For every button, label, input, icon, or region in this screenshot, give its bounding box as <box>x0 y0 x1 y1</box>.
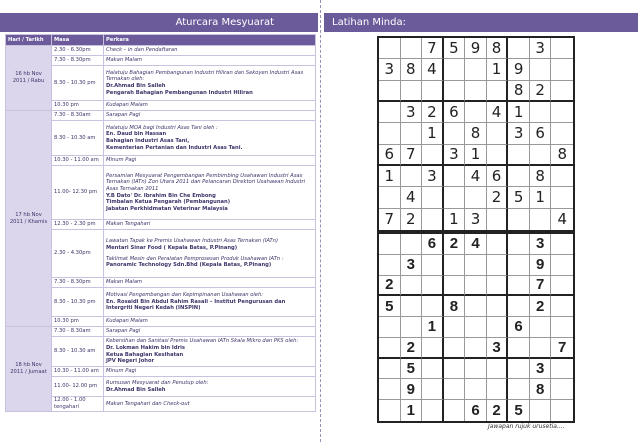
agenda-speaker-line: Jabatan Perkhidmatan Veterinar Malaysia <box>106 205 228 212</box>
sudoku-cell[interactable] <box>508 234 530 255</box>
sudoku-cell[interactable] <box>401 38 423 59</box>
sudoku-cell[interactable] <box>401 317 423 338</box>
agenda-time-cell: 2.30 - 4.30pm <box>52 230 104 278</box>
sudoku-cell[interactable] <box>530 59 552 80</box>
agenda-item-text: Minum Pagi <box>106 157 137 164</box>
puzzle-banner <box>324 13 638 32</box>
agenda-item-cell <box>104 377 316 397</box>
sudoku-cell[interactable] <box>422 276 444 297</box>
sudoku-cell[interactable]: 6 <box>530 123 552 144</box>
sudoku-cell[interactable] <box>379 379 401 400</box>
col-header-time: Masa <box>52 35 104 46</box>
agenda-speaker-line: JPV Negeri Johor <box>106 358 155 365</box>
agenda-item-cell <box>104 317 316 327</box>
sudoku-cell[interactable] <box>444 81 466 102</box>
sudoku-grid-1 <box>377 36 575 232</box>
col-header-item: Perkara <box>104 35 316 46</box>
sudoku-cell[interactable]: 7 <box>379 209 401 230</box>
agenda-row <box>6 278 316 288</box>
sudoku-cell[interactable] <box>530 400 552 421</box>
sudoku-cell[interactable] <box>551 400 573 421</box>
agenda-time-cell: 7.30 - 8.30am <box>52 111 104 121</box>
agenda-page <box>0 0 318 442</box>
agenda-item-cell <box>104 288 316 317</box>
agenda-item-cell <box>104 220 316 230</box>
sudoku-cell[interactable]: 1 <box>465 145 487 166</box>
sudoku-cell[interactable] <box>551 359 573 380</box>
sudoku-cell[interactable] <box>551 276 573 297</box>
sudoku-cell[interactable]: 1 <box>508 102 530 123</box>
sudoku-cell[interactable]: 3 <box>530 234 552 255</box>
sudoku-cell[interactable] <box>551 234 573 255</box>
sudoku-cell[interactable]: 1 <box>422 317 444 338</box>
sudoku-cell[interactable]: 2 <box>379 276 401 297</box>
agenda-item-cell <box>104 56 316 66</box>
sudoku-cell[interactable] <box>487 234 509 255</box>
sudoku-cell[interactable] <box>444 379 466 400</box>
sudoku-cell[interactable] <box>487 379 509 400</box>
agenda-time-cell: 8.30 - 10.30 pm <box>52 66 104 101</box>
sudoku-cell[interactable]: 8 <box>465 123 487 144</box>
agenda-item-cell <box>104 327 316 337</box>
agenda-time-cell: 7.30 - 8.30pm <box>52 278 104 288</box>
agenda-item-text: Taklimat Mesin dan Peralatan Pemprosesan Produk Usahawan IATn : <box>106 255 284 262</box>
agenda-item-cell <box>104 278 316 288</box>
agenda-speaker-line: Bahagian Industri Asas Tani, <box>106 138 190 144</box>
sudoku-cell[interactable]: 5 <box>508 187 530 208</box>
sudoku-cell[interactable] <box>465 359 487 380</box>
sudoku-cell[interactable]: 8 <box>508 81 530 102</box>
sudoku-cell[interactable]: 7 <box>422 38 444 59</box>
agenda-row <box>6 367 316 377</box>
page-divider <box>320 0 321 442</box>
agenda-item-text: Motivasi Pengembangan dan Kepimpinanan Usahawan oleh: <box>106 292 264 299</box>
sudoku-cell[interactable] <box>551 187 573 208</box>
sudoku-cell[interactable]: 9 <box>401 379 423 400</box>
agenda-time-cell: 8.30 - 10.30 pm <box>52 288 104 317</box>
sudoku-cell[interactable] <box>422 187 444 208</box>
agenda-row <box>6 46 316 56</box>
sudoku-cell[interactable] <box>551 81 573 102</box>
sudoku-cell[interactable]: 2 <box>422 102 444 123</box>
sudoku-cell[interactable]: 6 <box>487 166 509 187</box>
agenda-item-text: Minum Pagi <box>106 368 137 375</box>
agenda-item-text: Sarapan Pagi <box>106 112 141 119</box>
agenda-time-cell: 7.30 - 8.30am <box>52 327 104 337</box>
sudoku-cell[interactable]: 3 <box>487 338 509 359</box>
agenda-item-text: Kudapan Malam <box>106 318 148 325</box>
sudoku-cell[interactable] <box>465 296 487 317</box>
sudoku-cell[interactable] <box>551 296 573 317</box>
agenda-item-text: Sarapan Pagi <box>106 328 141 335</box>
sudoku-cell[interactable] <box>379 102 401 123</box>
sudoku-cell[interactable]: 1 <box>401 400 423 421</box>
sudoku-cell[interactable] <box>508 276 530 297</box>
sudoku-cell[interactable]: 6 <box>465 400 487 421</box>
sudoku-cell[interactable] <box>465 276 487 297</box>
agenda-speaker-line: Y.B Dato' Dr. Ibrahim Bin Che Embong <box>106 192 216 199</box>
agenda-row <box>6 230 316 278</box>
sudoku-cell[interactable] <box>422 209 444 230</box>
sudoku-cell[interactable] <box>508 379 530 400</box>
agenda-speaker-line: Dr.Ahmad Bin Salleh <box>106 386 166 393</box>
agenda-item-cell <box>104 397 316 412</box>
agenda-row <box>6 288 316 317</box>
agenda-speaker-line: En. Rosaidi Bin Abdul Rahim Rasali – Institut Pengurusan dan Intergriti Negeri Kedah (INSPIN) <box>106 298 286 312</box>
agenda-day-cell: 17 hb Nov 2011 / Khamis <box>6 111 52 327</box>
agenda-day-cell: 18 hb Nov 2011 / Jumaat <box>6 327 52 412</box>
agenda-title: Aturcara Mesyuarat <box>175 17 274 28</box>
sudoku-cell[interactable] <box>487 81 509 102</box>
sudoku-cell[interactable] <box>401 234 423 255</box>
agenda-row <box>6 397 316 412</box>
sudoku-cell[interactable] <box>465 187 487 208</box>
sudoku-cell[interactable]: 8 <box>530 166 552 187</box>
sudoku-cell[interactable] <box>422 81 444 102</box>
agenda-time-cell: 10.30 - 11.00 am <box>52 156 104 166</box>
sudoku-cell[interactable] <box>508 296 530 317</box>
agenda-row <box>6 156 316 166</box>
sudoku-cell[interactable] <box>401 276 423 297</box>
sudoku-cell[interactable]: 9 <box>465 38 487 59</box>
sudoku-cell[interactable] <box>444 123 466 144</box>
sudoku-cell[interactable] <box>422 255 444 276</box>
sudoku-cell[interactable]: 3 <box>401 102 423 123</box>
sudoku-cell[interactable] <box>508 166 530 187</box>
agenda-item-text: Persamian Mesyuarat Pengembangan Pembimbing Usahawan Industri Asas Ternakan (IATn) Zon Utara 2011 dan Pelancaran Direktori Usahawan Industri Asas Ternakan 2011 <box>106 172 306 192</box>
puzzle-title: Latihan Minda: <box>332 17 406 28</box>
sudoku-cell[interactable]: 4 <box>557 210 567 229</box>
agenda-header-row <box>6 35 316 46</box>
sudoku-cell[interactable] <box>379 400 401 421</box>
agenda-item-text: Lawatan Tapak ke Premis Usahawan Industri Asas Ternakan (IATn) <box>106 238 278 245</box>
sudoku-cell[interactable] <box>551 379 573 400</box>
agenda-item-text: Makan Malam <box>106 57 143 64</box>
sudoku-cell[interactable] <box>444 59 466 80</box>
sudoku-cell[interactable]: 1 <box>487 59 509 80</box>
sudoku-cell[interactable] <box>465 59 487 80</box>
sudoku-cell[interactable]: 3 <box>401 255 423 276</box>
sudoku-cell[interactable] <box>508 38 530 59</box>
sudoku-cell[interactable]: 8 <box>551 145 573 166</box>
agenda-item-cell <box>104 46 316 56</box>
agenda-item-cell <box>104 367 316 377</box>
agenda-row <box>6 121 316 156</box>
sudoku-cell[interactable] <box>422 379 444 400</box>
sudoku-cell[interactable]: 5 <box>379 296 401 317</box>
sudoku-cell[interactable] <box>487 209 509 230</box>
sudoku-cell[interactable]: 3 <box>508 123 530 144</box>
sudoku-cell[interactable] <box>551 166 573 187</box>
agenda-row <box>6 66 316 101</box>
sudoku-cell[interactable]: 2 <box>487 400 509 421</box>
sudoku-cell[interactable]: 4 <box>487 102 509 123</box>
sudoku-cell[interactable] <box>465 81 487 102</box>
agenda-item-cell <box>104 111 316 121</box>
sudoku-cell[interactable]: 7 <box>401 145 423 166</box>
sudoku-cell[interactable] <box>508 338 530 359</box>
sudoku-cell[interactable] <box>551 59 573 80</box>
agenda-row <box>6 101 316 111</box>
sudoku-cell[interactable] <box>401 123 423 144</box>
sudoku-cell[interactable] <box>401 81 423 102</box>
sudoku-cell[interactable]: 1 <box>379 166 401 187</box>
sudoku-cell[interactable] <box>487 296 509 317</box>
answer-note: Jawapan rujuk urusetia…. <box>488 423 565 430</box>
sudoku-cell[interactable]: 6 <box>379 145 401 166</box>
sudoku-cell[interactable] <box>530 209 552 230</box>
agenda-speaker-line: Timbalan Ketua Pengarah (Pembangunan) <box>106 199 231 206</box>
sudoku-cell[interactable]: 6 <box>422 234 444 255</box>
agenda-time-cell: 7.30 - 8.30pm <box>52 56 104 66</box>
sudoku-cell[interactable] <box>487 145 509 166</box>
sudoku-grid-2 <box>377 232 575 423</box>
agenda-speaker-line: Kementerian Pertanian dan Industri Asas Tani. <box>106 144 243 151</box>
sudoku-cell[interactable] <box>465 102 487 123</box>
sudoku-cell[interactable] <box>379 38 401 59</box>
sudoku-cell[interactable]: 8 <box>487 38 509 59</box>
sudoku-cell[interactable] <box>444 317 466 338</box>
agenda-row <box>6 337 316 367</box>
sudoku-cell[interactable]: 2 <box>487 187 509 208</box>
sudoku-cell[interactable]: 5 <box>508 400 530 421</box>
sudoku-cell[interactable] <box>379 359 401 380</box>
sudoku-cell[interactable] <box>444 400 466 421</box>
sudoku-cell[interactable] <box>508 359 530 380</box>
sudoku-cell[interactable] <box>508 209 530 230</box>
agenda-time-cell: 10.30 pm <box>52 101 104 111</box>
agenda-row <box>6 220 316 230</box>
sudoku-cell[interactable]: 7 <box>530 276 552 297</box>
agenda-row <box>6 111 316 121</box>
sudoku-cell[interactable] <box>551 38 573 59</box>
agenda-speaker-line: Mentari Sinar Food ( Kepala Batas, P.Pinang) <box>106 244 238 251</box>
sudoku-cell[interactable] <box>551 255 573 276</box>
sudoku-cell[interactable] <box>465 379 487 400</box>
sudoku-cell[interactable]: 6 <box>508 317 530 338</box>
sudoku-cell[interactable]: 5 <box>444 38 466 59</box>
agenda-item-text: Makan Tengahari dan Check-out <box>106 400 190 407</box>
sudoku-cell[interactable] <box>465 338 487 359</box>
sudoku-cell[interactable] <box>379 338 401 359</box>
agenda-time-cell: 8.30 - 10.30 am <box>52 337 104 367</box>
sudoku-cell[interactable] <box>530 145 552 166</box>
agenda-time-cell: 11.00- 12.30 pm <box>52 166 104 220</box>
sudoku-cell[interactable] <box>422 400 444 421</box>
sudoku-cell[interactable]: 2 <box>444 234 466 255</box>
sudoku-cell[interactable] <box>379 317 401 338</box>
sudoku-cell[interactable] <box>487 123 509 144</box>
sudoku-cell[interactable]: 3 <box>444 145 466 166</box>
agenda-row <box>6 327 316 337</box>
sudoku-cell[interactable]: 2 <box>530 296 552 317</box>
sudoku-cell[interactable] <box>465 255 487 276</box>
agenda-row <box>6 377 316 397</box>
sudoku-cell[interactable]: 4 <box>422 59 444 80</box>
sudoku-cell[interactable]: 8 <box>401 59 423 80</box>
agenda-time-cell: 12.00 - 1.00 tengahari <box>52 397 104 412</box>
sudoku-cell[interactable] <box>444 187 466 208</box>
agenda-item-cell <box>104 166 316 220</box>
sudoku-cell[interactable]: 9 <box>508 59 530 80</box>
sudoku-cell[interactable] <box>551 123 573 144</box>
sudoku-cell[interactable] <box>379 255 401 276</box>
agenda-speaker-line: Pengarah Bahagian Pembangunan Industri Hiliran <box>106 89 253 96</box>
agenda-speaker-line: Dr.Ahmad Bin Salleh <box>106 83 166 89</box>
agenda-time-cell: 11.00- 12.00 pm <box>52 377 104 397</box>
agenda-item-cell <box>104 101 316 111</box>
sudoku-cell[interactable]: 3 <box>422 166 444 187</box>
agenda-row <box>6 56 316 66</box>
agenda-time-cell: 2.30 - 6.30pm <box>52 46 104 56</box>
sudoku-cell[interactable] <box>444 276 466 297</box>
sudoku-cell[interactable]: 2 <box>401 209 423 230</box>
sudoku-cell[interactable] <box>379 81 401 102</box>
agenda-table <box>5 34 316 412</box>
sudoku-cell[interactable]: 8 <box>530 379 552 400</box>
sudoku-cell[interactable]: 5 <box>401 359 423 380</box>
sudoku-cell[interactable]: 1 <box>444 209 466 230</box>
sudoku-cell[interactable]: 3 <box>530 38 552 59</box>
sudoku-cell[interactable] <box>465 317 487 338</box>
sudoku-cell[interactable] <box>551 102 573 123</box>
agenda-time-cell: 10.30 pm <box>52 317 104 327</box>
sudoku-cell[interactable] <box>422 296 444 317</box>
sudoku-cell[interactable]: 8 <box>444 296 466 317</box>
sudoku-cell[interactable]: 9 <box>530 255 552 276</box>
sudoku-cell[interactable] <box>530 338 552 359</box>
sudoku-cell[interactable] <box>508 255 530 276</box>
agenda-speaker-line: Ketua Bahagian Kesihatan <box>106 351 184 358</box>
agenda-item-text: Kudapan Malam <box>106 102 148 109</box>
agenda-row <box>6 166 316 220</box>
sudoku-cell[interactable] <box>401 166 423 187</box>
agenda-banner <box>0 13 318 32</box>
sudoku-cell[interactable]: 7 <box>551 338 573 359</box>
agenda-item-text: Makan Tengahari <box>106 221 151 228</box>
sudoku-cell[interactable] <box>401 296 423 317</box>
agenda-item-cell <box>104 230 316 278</box>
sudoku-cell[interactable] <box>487 317 509 338</box>
sudoku-cell[interactable] <box>444 166 466 187</box>
sudoku-cell[interactable] <box>508 145 530 166</box>
agenda-item-text: Kebersihan dan Sanitasi Premis Usahawan IATn Skala Mikro dan PKS oleh: <box>106 338 299 345</box>
agenda-row <box>6 317 316 327</box>
agenda-item-text: Makan Malam <box>106 279 143 286</box>
sudoku-cell[interactable] <box>487 276 509 297</box>
agenda-item-cell <box>104 121 316 156</box>
sudoku-cell[interactable] <box>422 145 444 166</box>
sudoku-cell[interactable]: 6 <box>444 102 466 123</box>
sudoku-cell[interactable]: 3 <box>530 359 552 380</box>
sudoku-cell[interactable] <box>422 359 444 380</box>
sudoku-cell[interactable] <box>530 102 552 123</box>
sudoku-cell[interactable]: 4 <box>465 234 487 255</box>
col-header-day: Hari / Tarikh <box>6 35 52 46</box>
sudoku-cell[interactable] <box>422 338 444 359</box>
agenda-item-cell <box>104 66 316 101</box>
agenda-item-cell <box>104 337 316 367</box>
agenda-item-text: Halatuju MOA bagi Industri Asas Tani oleh : <box>106 124 218 131</box>
sudoku-cell[interactable]: 3 <box>465 209 487 230</box>
agenda-speaker-line: Panoramic Technology Sdn.Bhd (Kepala Batas, P.Pinang) <box>106 262 272 269</box>
sudoku-cell[interactable]: 2 <box>530 81 552 102</box>
sudoku-cell[interactable]: 1 <box>422 123 444 144</box>
sudoku-cell[interactable] <box>379 234 401 255</box>
sudoku-cell[interactable] <box>487 255 509 276</box>
sudoku-cell[interactable] <box>444 359 466 380</box>
sudoku-cell[interactable]: 1 <box>530 187 552 208</box>
sudoku-cell[interactable] <box>551 317 573 338</box>
agenda-item-text: Check – in dan Pendaftaran <box>106 47 178 54</box>
sudoku-cell[interactable]: 4 <box>401 187 423 208</box>
agenda-item-text: Rumusan Mesyuarat dan Penutup oleh: <box>106 379 209 386</box>
sudoku-cell[interactable]: 2 <box>401 338 423 359</box>
agenda-time-cell: 10.30 - 11.00 am <box>52 367 104 377</box>
sudoku-cell[interactable] <box>379 123 401 144</box>
agenda-item-cell <box>104 156 316 166</box>
sudoku-cell[interactable]: 4 <box>465 166 487 187</box>
sudoku-cell[interactable] <box>487 359 509 380</box>
sudoku-cell[interactable] <box>379 187 401 208</box>
sudoku-cell[interactable] <box>530 317 552 338</box>
agenda-item-text: Halatuju Bahagian Pembangunan Industri Hiliran dan Sekoyen Industri Asas Ternakan oleh: <box>106 69 304 83</box>
sudoku-cell[interactable]: 3 <box>379 59 401 80</box>
agenda-day-cell: 16 hb Nov 2011 / Rabu <box>6 46 52 111</box>
sudoku-cell[interactable] <box>444 255 466 276</box>
agenda-speaker-line: En. Daud bin Hassan <box>106 131 167 138</box>
agenda-time-cell: 8.30 - 10.30 am <box>52 121 104 156</box>
agenda-time-cell: 12.30 - 2.30 pm <box>52 220 104 230</box>
sudoku-cell[interactable] <box>444 338 466 359</box>
agenda-speaker-line: Dr. Lokman Hakim bin Idris <box>106 344 185 351</box>
